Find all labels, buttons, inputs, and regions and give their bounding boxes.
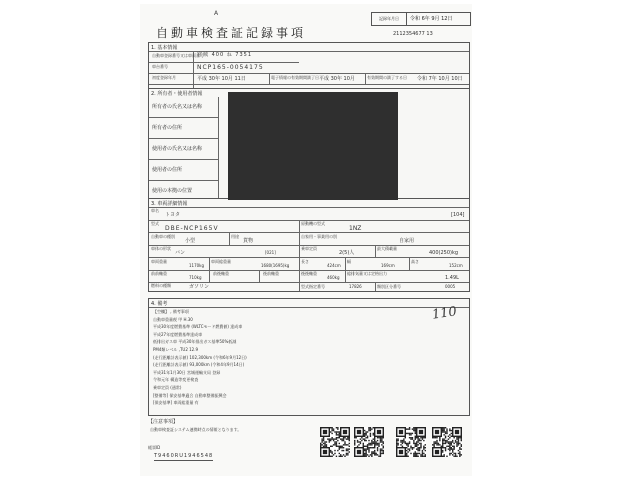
- use-label: 用途: [231, 234, 239, 239]
- document-number: 2112354677 13: [393, 31, 433, 37]
- remark-line: 平成30年度燃費基準 (WLTCモード燃費値) 達成車: [153, 324, 243, 330]
- notes-text: 自動車検査証システム連携時点の情報となります。: [150, 427, 242, 432]
- model-label: 型式: [151, 221, 159, 226]
- owner-name-label: 所有者の氏名又は名称: [149, 97, 219, 118]
- owner-address-label: 所有者の住所: [149, 118, 219, 139]
- remark-line: [保安基準] 車両総重量 有: [153, 400, 199, 406]
- rf-axle-label: 後前軸重: [263, 271, 279, 276]
- total-weight-value: 1680(1695)kg: [261, 263, 290, 268]
- weight-label: 車両重量: [151, 259, 167, 264]
- remark-line: 低排出ガス車 平成30年排出ガス基準50%低減: [153, 339, 237, 345]
- redaction-block: [228, 92, 398, 200]
- max-load-label: 最大積載量: [377, 246, 397, 251]
- base-location-label: 使用の本拠の位置: [149, 181, 219, 201]
- engine-value: 1NZ: [349, 225, 362, 232]
- remark-line: PM4類レベル ,TU2 12.9: [153, 347, 199, 352]
- remark-line: (走行距離計表示値) 102,300km (令和6年9月12日): [153, 354, 247, 360]
- purpose-label: 自家用・事業用の別: [301, 234, 337, 239]
- category-label: 類別区分番号: [377, 284, 401, 289]
- capacity-label: 乗車定員: [301, 246, 317, 251]
- vehicle-inspection-certificate: [140, 4, 472, 476]
- remarks-section: [148, 298, 470, 416]
- vehicle-detail-section: [148, 198, 470, 292]
- notes-heading: 【注意事項】: [148, 419, 179, 425]
- remark-line: 平成31年1月30日 宮城運輸支局 登録: [153, 369, 221, 375]
- remark-line: 平成27年度燃費基準達成車: [153, 331, 203, 337]
- total-weight-label: 車両総重量: [211, 259, 231, 264]
- reg-number-value: 宮城 400 ね 7351: [197, 52, 253, 58]
- remark-line: (走行距離計表示値) 93,000km (令和4年9月14日): [153, 362, 245, 368]
- maker-label: 車名: [151, 208, 159, 213]
- record-date-box: [371, 12, 471, 26]
- type-number-value: 17826: [349, 284, 362, 289]
- record-date-value: 令和 6年 9月 12日: [410, 16, 453, 22]
- expiry-label: 有効期間の満了する日: [367, 75, 407, 80]
- length-label: 長さ: [301, 259, 309, 264]
- capacity-value: 2(5)人: [339, 250, 355, 256]
- displacement-label: 総排気量又は定格出力: [347, 271, 387, 276]
- file-id-label: 帳票ID: [148, 445, 161, 450]
- record-date-label: 記録年月日: [372, 13, 407, 25]
- section3-heading: 3. 車両詳細情報: [151, 201, 188, 207]
- fuel-label: 燃料の種類: [151, 283, 171, 288]
- model-value: DBE-NCP165V: [165, 225, 219, 232]
- width-label: 幅: [347, 259, 351, 264]
- max-load-value: 400(250)kg: [429, 250, 459, 256]
- use-value: 貨物: [243, 238, 254, 244]
- weight-value: 1170kg: [189, 263, 205, 268]
- section4-heading: 4. 備考: [151, 301, 168, 307]
- elec-expiry-label: 電子情報の有効期間満了日: [271, 75, 319, 80]
- maker-code: [104]: [451, 212, 465, 218]
- remark-line: [整備等] 保安基準適合 自動車整備振興会: [153, 392, 227, 398]
- fuel-value: ガソリン: [189, 284, 210, 290]
- width-value: 169cm: [381, 263, 395, 268]
- section1-heading: 1. 基本情報: [151, 45, 178, 51]
- rr-axle-value: 460kg: [327, 275, 340, 280]
- engine-label: 原動機の型式: [301, 221, 325, 226]
- kind-value: 小型: [185, 238, 196, 244]
- section2-heading: 2. 所有者・使用者情報: [151, 91, 203, 97]
- chassis-value: NCP165-0054175: [197, 64, 264, 71]
- fr-axle-label: 前後軸重: [213, 271, 229, 276]
- expiry-value: 令和 7年 10月 10日: [417, 76, 463, 82]
- height-value: 152cm: [449, 263, 463, 268]
- first-reg-value: 平成 30年 10月 11日: [197, 76, 246, 82]
- file-id-value: T9460RU1946548: [154, 453, 214, 459]
- qr-code-2: [354, 427, 384, 457]
- qr-code-1: [320, 427, 350, 457]
- maker-value: トヨタ: [165, 212, 181, 218]
- chassis-label: 車台番号: [152, 64, 168, 69]
- user-address-label: 使用者の住所: [149, 160, 219, 181]
- remark-line: 【空欄】 , 備考事項: [153, 309, 189, 314]
- qr-code-3: [396, 427, 426, 457]
- body-code: [021]: [265, 250, 276, 255]
- remark-line: 自動車重量税 甲 H.30: [153, 316, 193, 322]
- user-name-label: 使用者の氏名又は名称: [149, 139, 219, 160]
- purpose-value: 自家用: [399, 238, 415, 244]
- body-label: 車体の形状: [151, 246, 171, 251]
- reg-number-label: 自動車登録番号又は車両番号: [152, 53, 204, 58]
- kind-label: 自動車の種別: [151, 234, 175, 239]
- elec-expiry-value: 平成 30年 10月: [319, 76, 355, 82]
- remark-line: 令和元年 構造等変更検査: [153, 377, 199, 383]
- ff-axle-value: 710kg: [189, 275, 202, 280]
- height-label: 高さ: [411, 259, 419, 264]
- displacement-value: 1.49L: [445, 275, 459, 281]
- document-title: 自動車検査証記録事項: [156, 26, 307, 40]
- type-number-label: 型式指定番号: [301, 284, 325, 289]
- first-reg-label: 初度登録年月: [152, 75, 176, 80]
- length-value: 424cm: [327, 263, 341, 268]
- category-value: 0005: [445, 284, 456, 289]
- remark-line: 乗車定員 (通常): [153, 385, 182, 390]
- body-value: バン: [175, 250, 186, 256]
- ff-axle-label: 前前軸重: [151, 271, 167, 276]
- qr-code-4: [432, 427, 462, 457]
- stamp-mark: A: [214, 10, 219, 17]
- handwritten-number: 110: [431, 304, 458, 323]
- rr-axle-label: 後後軸重: [301, 271, 317, 276]
